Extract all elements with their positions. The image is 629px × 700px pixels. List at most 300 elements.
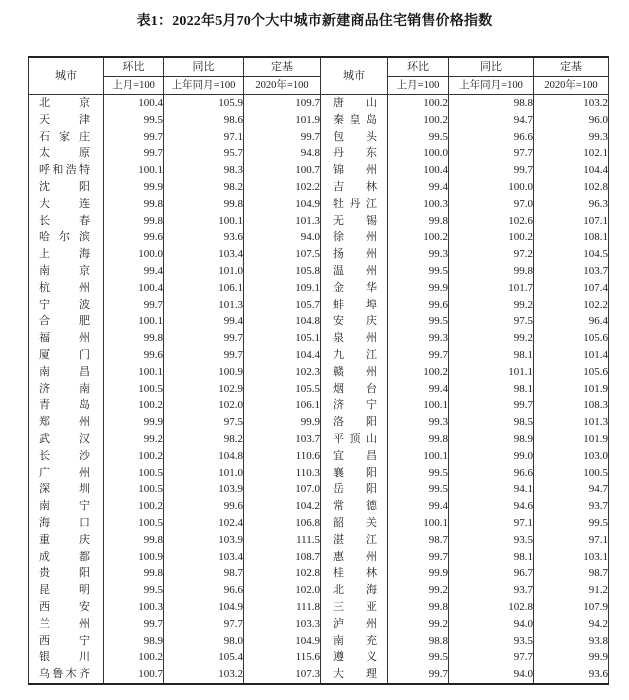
- table-row: [29, 599, 609, 616]
- city-name: 合 肥: [39, 315, 90, 328]
- header-fixed-base-right: 2020年=100: [534, 77, 609, 95]
- value-cell: 94.8: [244, 145, 321, 162]
- value-cell: 100.2: [388, 112, 449, 129]
- city-name: 济 宁: [333, 399, 377, 412]
- city-cell: [321, 465, 388, 482]
- table-row: [29, 666, 609, 684]
- value-cell: 107.5: [244, 246, 321, 263]
- city-name: 贵 阳: [39, 567, 90, 580]
- value-cell: 106.8: [244, 515, 321, 532]
- city-cell: [321, 414, 388, 431]
- value-cell: 99.7: [388, 549, 449, 566]
- header-row-groups: [29, 57, 609, 77]
- value-cell: 99.4: [388, 498, 449, 515]
- value-cell: 98.0: [164, 633, 244, 650]
- value-cell: 104.4: [244, 347, 321, 364]
- city-name: 平 顶 山: [333, 432, 377, 445]
- city-cell: [321, 229, 388, 246]
- header-mom-base-left: 上月=100: [104, 77, 164, 95]
- header-mom-base-right: 上月=100: [388, 77, 449, 95]
- value-cell: 100.2: [449, 229, 534, 246]
- table-row: [29, 414, 609, 431]
- city-cell: [321, 145, 388, 162]
- city-cell: [29, 246, 104, 263]
- city-name: 长 沙: [39, 449, 90, 462]
- value-cell: 99.7: [244, 129, 321, 146]
- value-cell: 101.3: [164, 297, 244, 314]
- city-name: 锦 州: [333, 164, 377, 177]
- value-cell: 99.9: [534, 649, 609, 666]
- city-name: 洛 阳: [333, 416, 377, 429]
- value-cell: 103.2: [164, 666, 244, 684]
- table-row: [29, 213, 609, 230]
- value-cell: 104.8: [164, 448, 244, 465]
- value-cell: 93.6: [164, 229, 244, 246]
- value-cell: 99.3: [534, 129, 609, 146]
- city-cell: [29, 616, 104, 633]
- value-cell: 101.4: [534, 347, 609, 364]
- value-cell: 111.5: [244, 532, 321, 549]
- table-row: [29, 649, 609, 666]
- value-cell: 101.3: [244, 213, 321, 230]
- city-name: 唐 山: [333, 97, 377, 109]
- value-cell: 99.9: [104, 414, 164, 431]
- table-row: [29, 498, 609, 515]
- city-cell: [321, 246, 388, 263]
- value-cell: 103.4: [164, 246, 244, 263]
- table-row: [29, 280, 609, 297]
- value-cell: 102.0: [164, 397, 244, 414]
- value-cell: 97.5: [164, 414, 244, 431]
- table-row: [29, 549, 609, 566]
- value-cell: 105.6: [534, 330, 609, 347]
- city-name: 韶 关: [333, 516, 377, 529]
- value-cell: 102.8: [449, 599, 534, 616]
- city-name: 牡 丹 江: [333, 197, 377, 210]
- city-name: 安 庆: [333, 315, 377, 328]
- value-cell: 97.7: [449, 649, 534, 666]
- value-cell: 102.3: [244, 364, 321, 381]
- city-cell: [29, 414, 104, 431]
- city-name: 金 华: [333, 281, 377, 294]
- value-cell: 97.0: [449, 196, 534, 213]
- value-cell: 100.1: [388, 448, 449, 465]
- value-cell: 94.0: [449, 616, 534, 633]
- value-cell: 99.4: [164, 313, 244, 330]
- value-cell: 94.2: [534, 616, 609, 633]
- value-cell: 94.6: [449, 498, 534, 515]
- value-cell: 101.0: [164, 263, 244, 280]
- value-cell: 100.0: [104, 246, 164, 263]
- value-cell: 96.4: [534, 313, 609, 330]
- header-yoy-base-right: 上年同月=100: [449, 77, 534, 95]
- city-name: 海 口: [39, 516, 90, 529]
- value-cell: 99.9: [388, 565, 449, 582]
- city-name: 北 京: [39, 97, 90, 109]
- city-name: 武 汉: [39, 432, 90, 445]
- city-cell: [29, 364, 104, 381]
- value-cell: 105.8: [244, 263, 321, 280]
- header-city-left: 城市: [29, 57, 104, 95]
- value-cell: 98.1: [449, 347, 534, 364]
- table-row: [29, 179, 609, 196]
- value-cell: 100.3: [388, 196, 449, 213]
- header-fixedbase-left: 定基: [244, 57, 321, 77]
- city-cell: [321, 364, 388, 381]
- city-cell: [29, 347, 104, 364]
- city-name: 兰 州: [39, 617, 90, 630]
- value-cell: 98.7: [164, 565, 244, 582]
- value-cell: 97.7: [449, 145, 534, 162]
- value-cell: 98.9: [449, 431, 534, 448]
- value-cell: 103.9: [164, 532, 244, 549]
- city-cell: [321, 582, 388, 599]
- table-row: [29, 162, 609, 179]
- value-cell: 100.1: [104, 313, 164, 330]
- value-cell: 96.7: [449, 565, 534, 582]
- value-cell: 98.1: [449, 549, 534, 566]
- value-cell: 100.1: [104, 364, 164, 381]
- value-cell: 95.7: [164, 145, 244, 162]
- value-cell: 98.6: [164, 112, 244, 129]
- value-cell: 100.3: [104, 599, 164, 616]
- value-cell: 97.1: [449, 515, 534, 532]
- city-name: 广 州: [39, 466, 90, 479]
- value-cell: 102.9: [164, 381, 244, 398]
- city-name: 无 锡: [333, 214, 377, 227]
- value-cell: 99.5: [388, 649, 449, 666]
- city-cell: [321, 481, 388, 498]
- city-name: 大 连: [39, 197, 90, 210]
- table-row: [29, 246, 609, 263]
- value-cell: 93.6: [534, 666, 609, 684]
- city-cell: [29, 280, 104, 297]
- value-cell: 106.1: [244, 397, 321, 414]
- value-cell: 97.5: [449, 313, 534, 330]
- city-cell: [29, 330, 104, 347]
- table-row: [29, 196, 609, 213]
- value-cell: 99.3: [388, 246, 449, 263]
- value-cell: 98.7: [388, 532, 449, 549]
- city-cell: [321, 95, 388, 112]
- value-cell: 107.3: [244, 666, 321, 684]
- city-cell: [29, 666, 104, 684]
- value-cell: 100.7: [244, 162, 321, 179]
- value-cell: 104.5: [534, 246, 609, 263]
- value-cell: 98.2: [164, 431, 244, 448]
- value-cell: 102.2: [244, 179, 321, 196]
- city-cell: [29, 582, 104, 599]
- price-index-table: [28, 56, 609, 685]
- city-name: 宜 昌: [333, 449, 377, 462]
- value-cell: 99.4: [388, 179, 449, 196]
- city-cell: [29, 95, 104, 112]
- value-cell: 103.0: [534, 448, 609, 465]
- value-cell: 100.2: [104, 498, 164, 515]
- value-cell: 98.1: [449, 381, 534, 398]
- city-name: 秦 皇 岛: [333, 113, 377, 126]
- table-row: [29, 633, 609, 650]
- value-cell: 99.6: [104, 347, 164, 364]
- value-cell: 93.5: [449, 633, 534, 650]
- value-cell: 96.6: [164, 582, 244, 599]
- header-fixedbase-right: 定基: [534, 57, 609, 77]
- value-cell: 105.9: [164, 95, 244, 112]
- value-cell: 99.0: [449, 448, 534, 465]
- table-row: [29, 532, 609, 549]
- city-name: 天 津: [39, 113, 90, 126]
- city-name: 桂 林: [333, 567, 377, 580]
- value-cell: 99.3: [388, 414, 449, 431]
- table-row: [29, 263, 609, 280]
- city-name: 温 州: [333, 264, 377, 277]
- city-cell: [321, 616, 388, 633]
- city-cell: [29, 481, 104, 498]
- city-name: 南 京: [39, 264, 90, 277]
- city-name: 银 川: [39, 651, 90, 664]
- value-cell: 98.5: [449, 414, 534, 431]
- value-cell: 99.5: [388, 263, 449, 280]
- table-row: [29, 364, 609, 381]
- value-cell: 101.1: [449, 364, 534, 381]
- city-name: 杭 州: [39, 281, 90, 294]
- value-cell: 99.5: [534, 515, 609, 532]
- table-header: [29, 57, 609, 95]
- table-row: [29, 347, 609, 364]
- value-cell: 99.8: [104, 565, 164, 582]
- city-name: 重 庆: [39, 533, 90, 546]
- value-cell: 97.2: [449, 246, 534, 263]
- value-cell: 109.1: [244, 280, 321, 297]
- value-cell: 103.7: [244, 431, 321, 448]
- value-cell: 100.5: [104, 481, 164, 498]
- city-cell: [29, 129, 104, 146]
- city-name: 常 德: [333, 500, 377, 513]
- city-cell: [29, 179, 104, 196]
- value-cell: 91.2: [534, 582, 609, 599]
- city-name: 沈 阳: [39, 180, 90, 193]
- city-name: 长 春: [39, 214, 90, 227]
- value-cell: 98.3: [164, 162, 244, 179]
- value-cell: 99.4: [388, 381, 449, 398]
- header-yoy-base-left: 上年同月=100: [164, 77, 244, 95]
- value-cell: 98.7: [534, 565, 609, 582]
- value-cell: 99.2: [449, 330, 534, 347]
- city-cell: [321, 633, 388, 650]
- city-name: 丹 东: [333, 147, 377, 160]
- value-cell: 99.3: [388, 330, 449, 347]
- value-cell: 97.1: [164, 129, 244, 146]
- value-cell: 99.9: [388, 280, 449, 297]
- table-row: [29, 95, 609, 112]
- value-cell: 101.7: [449, 280, 534, 297]
- city-cell: [321, 532, 388, 549]
- city-cell: [29, 397, 104, 414]
- city-name: 成 都: [39, 550, 90, 563]
- value-cell: 99.8: [388, 599, 449, 616]
- city-cell: [321, 179, 388, 196]
- value-cell: 100.1: [104, 162, 164, 179]
- city-cell: [29, 196, 104, 213]
- city-cell: [321, 666, 388, 684]
- city-cell: [321, 112, 388, 129]
- city-cell: [29, 649, 104, 666]
- value-cell: 99.8: [449, 263, 534, 280]
- header-yoy-right: 同比: [449, 57, 534, 77]
- table-row: [29, 481, 609, 498]
- value-cell: 101.3: [534, 414, 609, 431]
- city-cell: [321, 498, 388, 515]
- table-row: [29, 112, 609, 129]
- value-cell: 93.5: [449, 532, 534, 549]
- value-cell: 98.8: [388, 633, 449, 650]
- value-cell: 105.5: [244, 381, 321, 398]
- value-cell: 105.1: [244, 330, 321, 347]
- value-cell: 94.7: [449, 112, 534, 129]
- value-cell: 106.1: [164, 280, 244, 297]
- value-cell: 109.7: [244, 95, 321, 112]
- value-cell: 99.6: [388, 297, 449, 314]
- value-cell: 100.2: [388, 229, 449, 246]
- table-row: [29, 145, 609, 162]
- value-cell: 100.0: [449, 179, 534, 196]
- city-cell: [29, 448, 104, 465]
- value-cell: 100.5: [104, 515, 164, 532]
- value-cell: 99.5: [104, 112, 164, 129]
- value-cell: 94.7: [534, 481, 609, 498]
- city-name: 大 理: [333, 668, 377, 681]
- table-row: [29, 330, 609, 347]
- value-cell: 99.8: [388, 431, 449, 448]
- value-cell: 99.8: [104, 213, 164, 230]
- header-mom-right: 环比: [388, 57, 449, 77]
- city-name: 徐 州: [333, 231, 377, 244]
- city-cell: [321, 515, 388, 532]
- table-row: [29, 465, 609, 482]
- value-cell: 100.4: [104, 95, 164, 112]
- city-name: 扬 州: [333, 248, 377, 261]
- city-cell: [321, 213, 388, 230]
- value-cell: 102.8: [534, 179, 609, 196]
- value-cell: 93.8: [534, 633, 609, 650]
- city-cell: [29, 599, 104, 616]
- value-cell: 99.5: [388, 313, 449, 330]
- value-cell: 99.8: [104, 196, 164, 213]
- city-cell: [321, 347, 388, 364]
- header-mom-left: 环比: [104, 57, 164, 77]
- table-row: [29, 565, 609, 582]
- value-cell: 104.8: [244, 313, 321, 330]
- city-cell: [29, 633, 104, 650]
- city-name: 遵 义: [333, 651, 377, 664]
- city-name: 北 海: [333, 584, 377, 597]
- city-name: 吉 林: [333, 180, 377, 193]
- city-name: 泉 州: [333, 332, 377, 345]
- city-name: 宁 波: [39, 298, 90, 311]
- city-cell: [29, 498, 104, 515]
- value-cell: 100.9: [104, 549, 164, 566]
- value-cell: 101.9: [534, 381, 609, 398]
- header-fixed-base-left: 2020年=100: [244, 77, 321, 95]
- value-cell: 100.1: [388, 515, 449, 532]
- value-cell: 103.4: [164, 549, 244, 566]
- value-cell: 104.4: [534, 162, 609, 179]
- city-name: 湛 江: [333, 533, 377, 546]
- city-cell: [321, 397, 388, 414]
- city-name: 深 圳: [39, 483, 90, 496]
- value-cell: 110.6: [244, 448, 321, 465]
- value-cell: 99.7: [449, 397, 534, 414]
- value-cell: 104.9: [244, 633, 321, 650]
- city-cell: [321, 330, 388, 347]
- value-cell: 101.9: [244, 112, 321, 129]
- city-cell: [29, 313, 104, 330]
- value-cell: 102.6: [449, 213, 534, 230]
- value-cell: 93.7: [449, 582, 534, 599]
- value-cell: 99.8: [164, 196, 244, 213]
- value-cell: 104.9: [164, 599, 244, 616]
- value-cell: 103.1: [534, 549, 609, 566]
- city-cell: [29, 297, 104, 314]
- city-cell: [29, 431, 104, 448]
- value-cell: 105.6: [534, 364, 609, 381]
- table-row: [29, 431, 609, 448]
- value-cell: 102.0: [244, 582, 321, 599]
- value-cell: 100.0: [388, 145, 449, 162]
- value-cell: 93.7: [534, 498, 609, 515]
- value-cell: 99.7: [104, 145, 164, 162]
- value-cell: 99.7: [164, 347, 244, 364]
- value-cell: 99.7: [388, 347, 449, 364]
- value-cell: 100.2: [104, 397, 164, 414]
- city-cell: [321, 448, 388, 465]
- value-cell: 105.7: [244, 297, 321, 314]
- value-cell: 98.8: [449, 95, 534, 112]
- value-cell: 97.1: [534, 532, 609, 549]
- value-cell: 96.0: [534, 112, 609, 129]
- value-cell: 98.9: [104, 633, 164, 650]
- city-name: 哈 尔 滨: [39, 231, 90, 244]
- value-cell: 99.4: [104, 263, 164, 280]
- value-cell: 103.9: [164, 481, 244, 498]
- city-cell: [321, 263, 388, 280]
- value-cell: 100.7: [104, 666, 164, 684]
- city-cell: [321, 313, 388, 330]
- value-cell: 99.8: [104, 330, 164, 347]
- value-cell: 99.6: [164, 498, 244, 515]
- city-name: 南 充: [333, 634, 377, 647]
- city-name: 福 州: [39, 332, 90, 345]
- value-cell: 110.3: [244, 465, 321, 482]
- value-cell: 100.2: [104, 448, 164, 465]
- value-cell: 99.2: [104, 431, 164, 448]
- value-cell: 100.4: [104, 280, 164, 297]
- value-cell: 100.4: [388, 162, 449, 179]
- value-cell: 100.9: [164, 364, 244, 381]
- value-cell: 108.1: [534, 229, 609, 246]
- value-cell: 99.7: [104, 616, 164, 633]
- value-cell: 99.8: [104, 532, 164, 549]
- city-cell: [29, 532, 104, 549]
- table-title: 表1：2022年5月70个大中城市新建商品住宅销售价格指数: [136, 14, 493, 29]
- value-cell: 107.4: [534, 280, 609, 297]
- value-cell: 99.5: [104, 582, 164, 599]
- value-cell: 107.9: [534, 599, 609, 616]
- city-name: 岳 阳: [333, 483, 377, 496]
- table-row: [29, 582, 609, 599]
- city-cell: [29, 515, 104, 532]
- value-cell: 99.7: [449, 162, 534, 179]
